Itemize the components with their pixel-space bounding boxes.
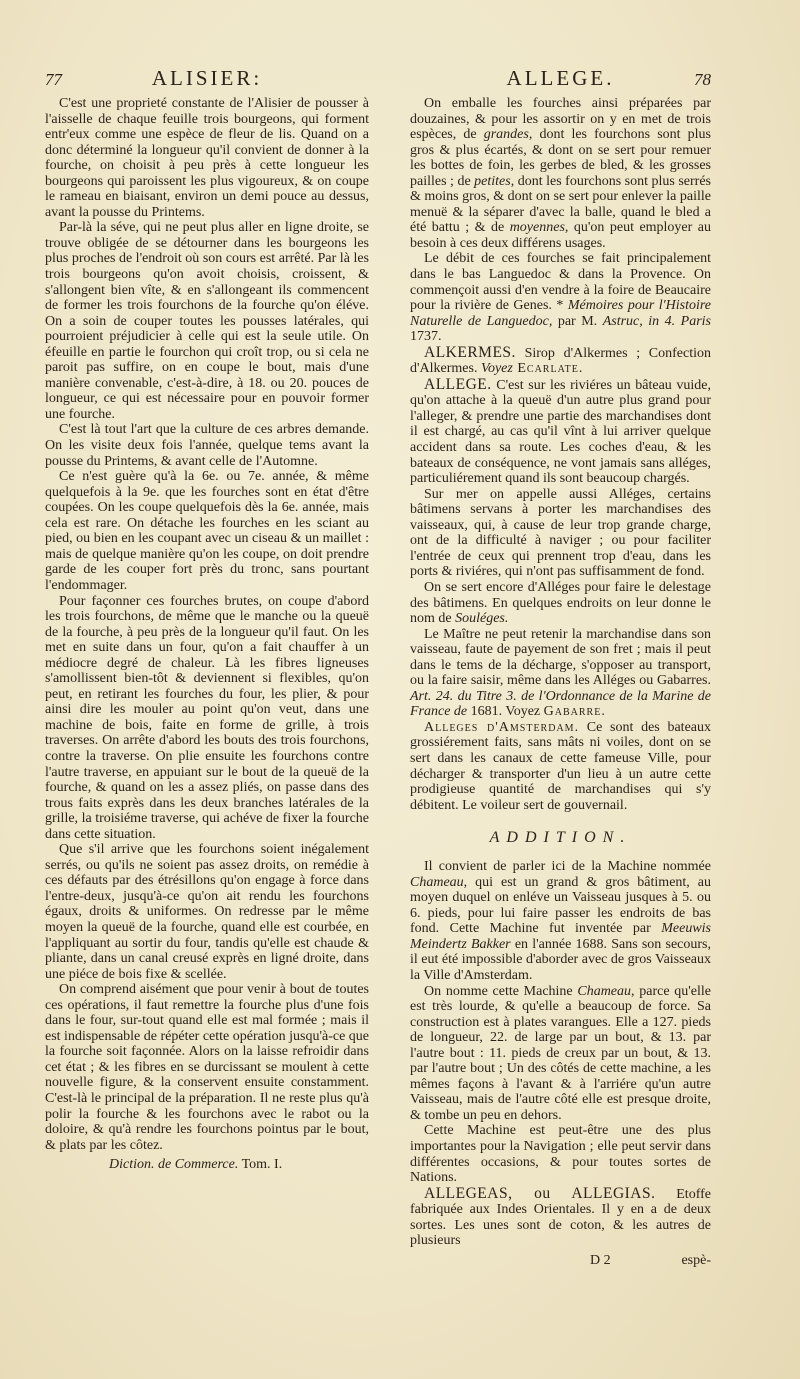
- text-run: par M.: [552, 313, 603, 329]
- entry-headword: ALLEGEAS, ou ALLEGIAS.: [424, 1184, 656, 1202]
- footer-signature-line: [410, 1253, 711, 1269]
- text-run: C'est une proprieté constante de l'Alisier de pousser à l'aisselle de chaque feuille trois bourgeons, qui forment entr'eux comme une espèce de fleur de lis. Quand on a donc déterminé la longueur qu'il convient de donner à la fourche, on choisit à peu près à cette longueur les bourgeons qui paroissent les plus vigoureux, & on coupe le rameau en biaisant, environ un demi pouce au dessus, avant la pousse du Printems.: [45, 96, 369, 220]
- paragraph: [410, 251, 711, 344]
- italic-text: grandes: [483, 127, 529, 143]
- left-page-column: [45, 66, 369, 1173]
- text-run: Il convient de parler ici de la Machine nommée: [424, 859, 711, 875]
- text-run: Pour façonner ces fourches brutes, on coupe d'abord les trois fourchons, de même que le manche ou la queuë de la fourche, à peu près de la longueur qu'il faut. On les met en suite dans un four, qu'on a fait chauffer à un médiocre degré de chaleur. Là les fibres ligneuses s'amollissent bien-tôt & deviennent si flexibles, qu'on peut, en retirant les fourches du four, les plier, & pour ainsi dire les mouler au point qu'on veut, dans une machine de bois, faite en forme de grille, à trois traverses. On arrête d'abord les bouts des trois fourchons, contre la traverse. On plie ensuite les fourchons contre l'autre traverse, en appuiant sur le bout de la queuë de la fourche, & quand on les a assez pliés, on passe dans des trous faits exprès dans les deux branches latérales de la grille, la troisiéme traverse, qui achéve de fixer la fourche dans cette situation.: [45, 593, 369, 842]
- text-run: On comprend aisément que pour venir à bout de toutes ces opérations, il faut remettre la fourche plus d'une fois dans le four, sur-tout quand elle est mal formée ; mais il est indispensable de répéter cette opération jusqu'à-ce que la fourche soit façonnée. Alors on la laisse refroidir dans cet état ; & les fibres en se durcissant se moulent à cette nouvelle figure, & la conservent ensuite constamment. C'est-là le principal de la préparation. Il ne reste plus qu'à polir la fourche & les fourchons avec le rabot ou la doloire, & qu'à rendre les fourchons pointus par le bout, & plats par les côtez.: [45, 982, 369, 1153]
- text-run: Ce n'est guère qu'à la 6e. ou 7e. année, & même quelquefois à la 9e. que les fourches sont en état d'être coupées. On les coupe quelquefois dès la 6e. année, mais cela est rare. On détache les fourches en les sciant au pied, ou bien en les coupant avec un ciseau & un maillet : mais de quelque manière qu'on les coupe, on doit prendre garde de les couper fort près du tronc, sans pourtant l'endommager.: [45, 469, 369, 593]
- text-run: Le Maître ne peut retenir la marchandise dans son vaisseau, faute de payement de son fret ; mais il peut dans le tems de la décharge, s'opposer au transport, ou la faire saisir, même dans les Alléges ou Gabarres.: [410, 626, 711, 689]
- text-run: Cette Machine est peut-être une des plus importantes pour la Navigation ; elle peut servir dans différentes occasions, & pour toutes sortes de Nations.: [410, 1123, 711, 1186]
- text-run: On emballe les fourches ainsi préparées par douzaines, & pour les assortir on y en met de trois espèces, de: [410, 96, 711, 143]
- paragraph: [45, 842, 369, 982]
- running-head: ALLEGE.: [506, 66, 615, 90]
- text-run: , qu'on peut employer au besoin à ces deux différens usages.: [410, 220, 711, 251]
- text-run: On nomme cette Machine: [424, 983, 578, 999]
- text-run: , dont les fourchons sont plus gros & plus écartés, & dont on se sert pour remuer les bottes de foin, les gerbes de bled, & les grosses pailles ; de: [410, 127, 712, 189]
- signature-mark: D 2: [590, 1252, 611, 1268]
- paragraph: [410, 487, 711, 580]
- paragraph: [410, 720, 711, 813]
- paragraph: [45, 469, 369, 593]
- page-number: 77: [45, 70, 62, 89]
- catchword: espè-: [681, 1252, 711, 1268]
- text-run: Sur mer on appelle aussi Alléges, certains bâtimens servans à porter les marchandises des vaisseaux, qui, à cause de leur trop grande charge, ont de la difficulté à naviger ; ou pour faciliter l'entrée de ceux qui prennent trop d'eau, dans les ports & riviéres, qui n'ont pas suffisamment de fond.: [410, 486, 711, 580]
- page-number: 78: [694, 70, 711, 89]
- left-page-header: [45, 66, 369, 96]
- italic-text: Chameau: [577, 983, 632, 999]
- text-run: Que s'il arrive que les fourchons soient inégalement serrés, ou qu'ils ne soient pas assez droits, on remédie à ces défauts par des étrésillons qu'on engage à force dans l'entre-deux, jusqu'à-ce qu'on ait rendu les fourchons égaux, droits & uniformes. On redresse par le même moyen la queuë de la fourche, quand elle est courbée, en l'appliquant au sortir du four, tandis qu'elle est chaude & pliante, dans un canal creusé exprès en ligné droite, dans une piéce de bois fixe & scellée.: [45, 842, 369, 982]
- paragraph: [45, 422, 369, 469]
- text-run: Gabarre.: [543, 704, 606, 720]
- italic-text: Voyez: [480, 361, 513, 377]
- text-run: Etoffe fabriquée aux Indes Orientales. Il y en a de deux sortes. Les unes sont de coton, & les autres de plusieurs: [410, 1186, 711, 1249]
- text-run: en l'année 1688. Sans son secours, il eut été impossible d'aborder avec de gros Vaisseaux la Ville d'Amsterdam.: [410, 936, 711, 983]
- entry-headword: ALKERMES.: [424, 343, 516, 361]
- italic-text: Chameau: [410, 874, 464, 890]
- text-run: , qui est un grand & gros bâtiment, au moyen duquel on enléve un Vaisseau jusques à 5. ou 6. pieds, pour lui faire passer les endroits de bas fond. Cette Machine fut inventée par: [410, 874, 711, 937]
- italic-text: Art. 24. du Titre 3. de l'Ordonnance de la Marine de France de: [410, 688, 711, 720]
- footer-title: Diction. de Commerce.: [109, 1157, 239, 1173]
- right-body-text: [410, 96, 711, 1249]
- paragraph: [410, 377, 711, 487]
- text-run: 1737.: [410, 329, 442, 345]
- paragraph: [410, 580, 711, 627]
- italic-text: Souléges.: [455, 611, 509, 627]
- paragraph: [45, 96, 369, 220]
- italic-text: Mémoires pour l'Histoire Naturelle de Languedoc,: [410, 298, 712, 329]
- running-head: ALISIER:: [151, 66, 263, 90]
- section-heading: ADDITION.: [489, 829, 632, 847]
- text-run: , dont les fourchons sont plus serrés & moins gros, & dont on se sert pour enlever la paille menuë & la séparer d'avec la balle, quand le bled a été battu ; & de: [410, 173, 711, 236]
- text-run: , parce qu'elle est très lourde, & qu'elle a beaucoup de force. Sa construction est à plates varangues. Elle a 127. pieds de longueur, 22. de large par un bout, & 13. par l'autre bout : 11. pieds de creux par un bout, & 13. par l'autre bout ; Un des côtés de cette machine, a les mêmes façons à l'avant & à l'arriére qu'un autre Vaisseau, mais de l'autre côté elle est presque droite, & tombe un peu en dehors.: [410, 983, 711, 1123]
- paragraph: [410, 984, 711, 1124]
- text-run: Le débit de ces fourches se fait principalement dans le bas Languedoc & dans la Provence. On commençoit aussi d'en vendre à la foire de Beaucaire pour la rivière de Genes. *: [410, 251, 711, 314]
- paragraph: [410, 1186, 711, 1249]
- text-run: Ecarlate.: [512, 361, 584, 377]
- text-run: Sirop d'Alkermes ; Confection d'Alkermes.: [410, 345, 711, 377]
- right-page-column: [410, 66, 711, 1269]
- paragraph: [410, 1123, 711, 1185]
- paragraph: [45, 220, 369, 422]
- paragraph: [410, 345, 711, 377]
- paragraph: [410, 859, 711, 983]
- paragraph: [45, 982, 369, 1153]
- italic-text: moyennes: [509, 220, 565, 236]
- entry-headword: ALLEGE.: [424, 375, 492, 393]
- text-run: Par-là la séve, qui ne peut plus aller en ligne droite, se trouve obligée de se détourner dans les bourgeons les plus proches de l'endroit où son cours est arrêté. Par là les trois bourgeons qu'on avoit choisis, croissent, & s'allongent bien vîte, & en s'allongeant ils commencent de former les trois fourchons de la fourche qu'on éléve. On a soin de couper toutes les pousses latérales, qui pourroient préjudicier à celle qui est la seule utile. On éfeuille en partie le fourchon qui croît trop, ou si cela ne paroit pas suffire, on en coupe le bout, mais d'une manière convenable, c'est-à-dire, à 18. ou 20. pouces de longueur, ce qui est nécessaire pour en pouvoir former une fourche.: [45, 220, 369, 422]
- footer-imprint: [45, 1157, 369, 1173]
- paragraph: [410, 96, 711, 251]
- footer-volume: Tom. I.: [241, 1157, 283, 1173]
- italic-text: Astruc, in 4. Paris: [602, 313, 712, 329]
- text-run: C'est là tout l'art que la culture de ces arbres demande. On les visite deux fois l'année, quelque tems avant la pousse du Printems, & avant celle de l'Automne.: [45, 422, 369, 469]
- text-run: C'est sur les riviéres un bâteau vuide, qu'on attache à la queuë d'un autre plus grand pour l'alleger, & prendre une partie des marchandises dont il est chargé, au cas qu'il vînt à lui arriver quelque accident dans sa route. Les coches d'eau, & les bateaux de conséquence, ne vont jamais sans alléges, particuliérement quand ils sont beaucoup chargés.: [410, 377, 711, 487]
- right-page-header: [410, 66, 711, 96]
- italic-text: Meeuwis Meindertz Bakker: [410, 921, 711, 952]
- text-run: On se sert encore d'Alléges pour faire le delestage des bâtimens. En quelques endroits on leur donne le nom de: [410, 579, 711, 627]
- paragraph: [45, 594, 369, 843]
- text-run: 1681. Voyez: [467, 704, 544, 720]
- left-body-text: [45, 96, 369, 1153]
- text-run: Ce sont des bateaux grossiérement faits, sans mâts ni voiles, dont on se sert dans les canaux de cette fameuse Ville, pour décharger & transporter d'un lieu à un autre cette prodigieuse quantité de marchandises qui s'y débitent. Le voileur sert de gouvernail.: [410, 719, 711, 813]
- paragraph: [410, 627, 711, 720]
- entry-headword: Alleges d'Amsterdam.: [424, 719, 580, 735]
- italic-text: petites: [474, 173, 511, 189]
